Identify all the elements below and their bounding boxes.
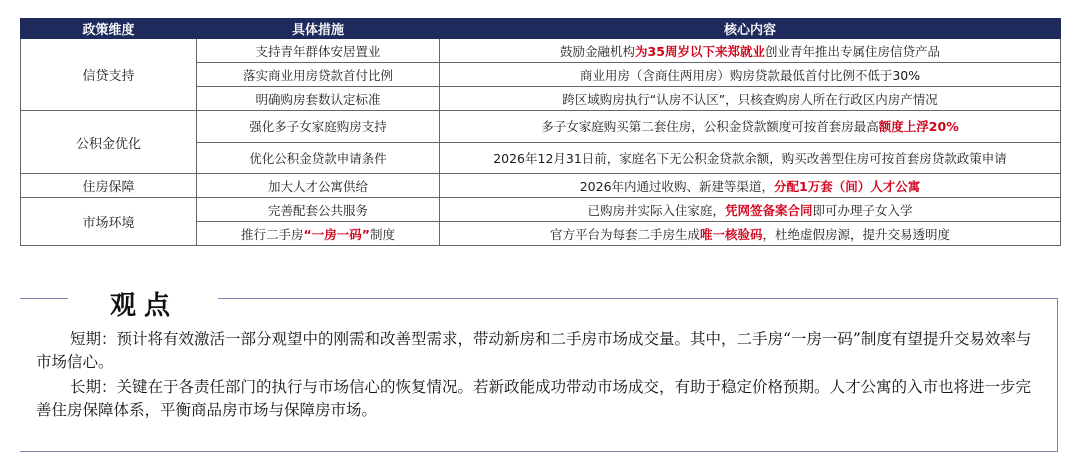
header-dimension: 政策维度: [21, 19, 197, 39]
content-cell: [440, 87, 1061, 111]
table-row: [21, 111, 1061, 143]
dim-housing-security: 住房保障: [21, 174, 197, 198]
measure-cell: 明确购房套数认定标准: [197, 87, 440, 111]
frame-right: [1057, 298, 1058, 452]
cell-text: 多子女家庭购买第二套住房，公积金贷款额度可按首套房最高: [541, 119, 879, 135]
table-row: [21, 198, 1061, 222]
measure-cell: 支持青年群体安居置业: [197, 39, 440, 63]
highlight-text: 唯一核验码: [699, 226, 763, 242]
highlight-text: 凭网签备案合同: [724, 202, 813, 218]
table-header-row: [21, 19, 1061, 39]
dim-market-environment: 市场环境: [21, 198, 197, 246]
cell-text: 跨区域购房执行“认房不认区”，只核查购房人所在行政区内房产情况: [562, 91, 938, 107]
measure-cell: 完善配套公共服务: [197, 198, 440, 222]
cell-text: ，杜绝虚假房源，提升交易透明度: [762, 226, 951, 242]
content-cell: [440, 63, 1061, 87]
content-cell: [440, 111, 1061, 143]
measure-cell: [197, 222, 440, 246]
content-cell: [440, 174, 1061, 198]
cell-text: 2026年12月31日前，家庭名下无公积金贷款余额，购买改善型住房可按首套房贷款政策申请: [493, 150, 1007, 166]
measure-cell: 加大人才公寓供给: [197, 174, 440, 198]
dim-provident-fund: 公积金优化: [21, 111, 197, 174]
highlight-text: “一房一码”: [303, 226, 370, 242]
cell-text: 官方平台为每套二手房生成: [549, 226, 700, 242]
short-term-paragraph: 短期：预计将有效激活一部分观望中的刚需和改善型需求，带动新房和二手房市场成交量。其中，二手房“一房一码”制度有望提升交易效率与市场信心。: [36, 330, 1032, 371]
content-cell: [440, 142, 1061, 174]
policy-table: [20, 18, 1061, 246]
frame-top-right: [218, 298, 1058, 299]
long-term-paragraph: 长期：关键在于各责任部门的执行与市场信心的恢复情况。若新政能成功带动市场成交，有助于稳定价格预期。人才公寓的入市也将进一步完善住房保障体系，平衡商品房市场与保障房市场。: [36, 378, 1032, 419]
cell-text: 2026年内通过收购、新建等渠道，: [579, 178, 775, 194]
header-content: 核心内容: [440, 19, 1061, 39]
cell-text: 即可办理子女入学: [812, 202, 913, 218]
cell-text: 推行二手房: [241, 226, 304, 242]
content-cell: [440, 222, 1061, 246]
header-measure: 具体措施: [197, 19, 440, 39]
viewpoint-title: 观点: [104, 285, 184, 322]
cell-text: 鼓励金融机构: [560, 43, 636, 59]
content-cell: [440, 198, 1061, 222]
measure-cell: 落实商业用房贷款首付比例: [197, 63, 440, 87]
cell-text: 商业用房（含商住两用房）购房贷款最低首付比例不低于30%: [579, 67, 921, 83]
cell-text: 制度: [369, 226, 395, 242]
content-cell: [440, 39, 1061, 63]
viewpoint-box: [20, 291, 1058, 452]
cell-text: 创业青年推出专属住房信贷产品: [764, 43, 940, 59]
measure-cell: 强化多子女家庭购房支持: [197, 111, 440, 143]
table-row: [21, 39, 1061, 63]
frame-bottom: [20, 451, 1058, 452]
highlight-text: 额度上浮20%: [878, 119, 959, 135]
measure-cell: 优化公积金贷款申请条件: [197, 142, 440, 174]
cell-text: 已购房并实际入住家庭，: [587, 202, 725, 218]
highlight-text: 分配1万套（间）人才公寓: [774, 178, 921, 194]
frame-top-left: [20, 298, 68, 299]
highlight-text: 为35周岁以下来郑就业: [635, 43, 765, 59]
dim-credit: 信贷支持: [21, 39, 197, 111]
table-row: [21, 174, 1061, 198]
